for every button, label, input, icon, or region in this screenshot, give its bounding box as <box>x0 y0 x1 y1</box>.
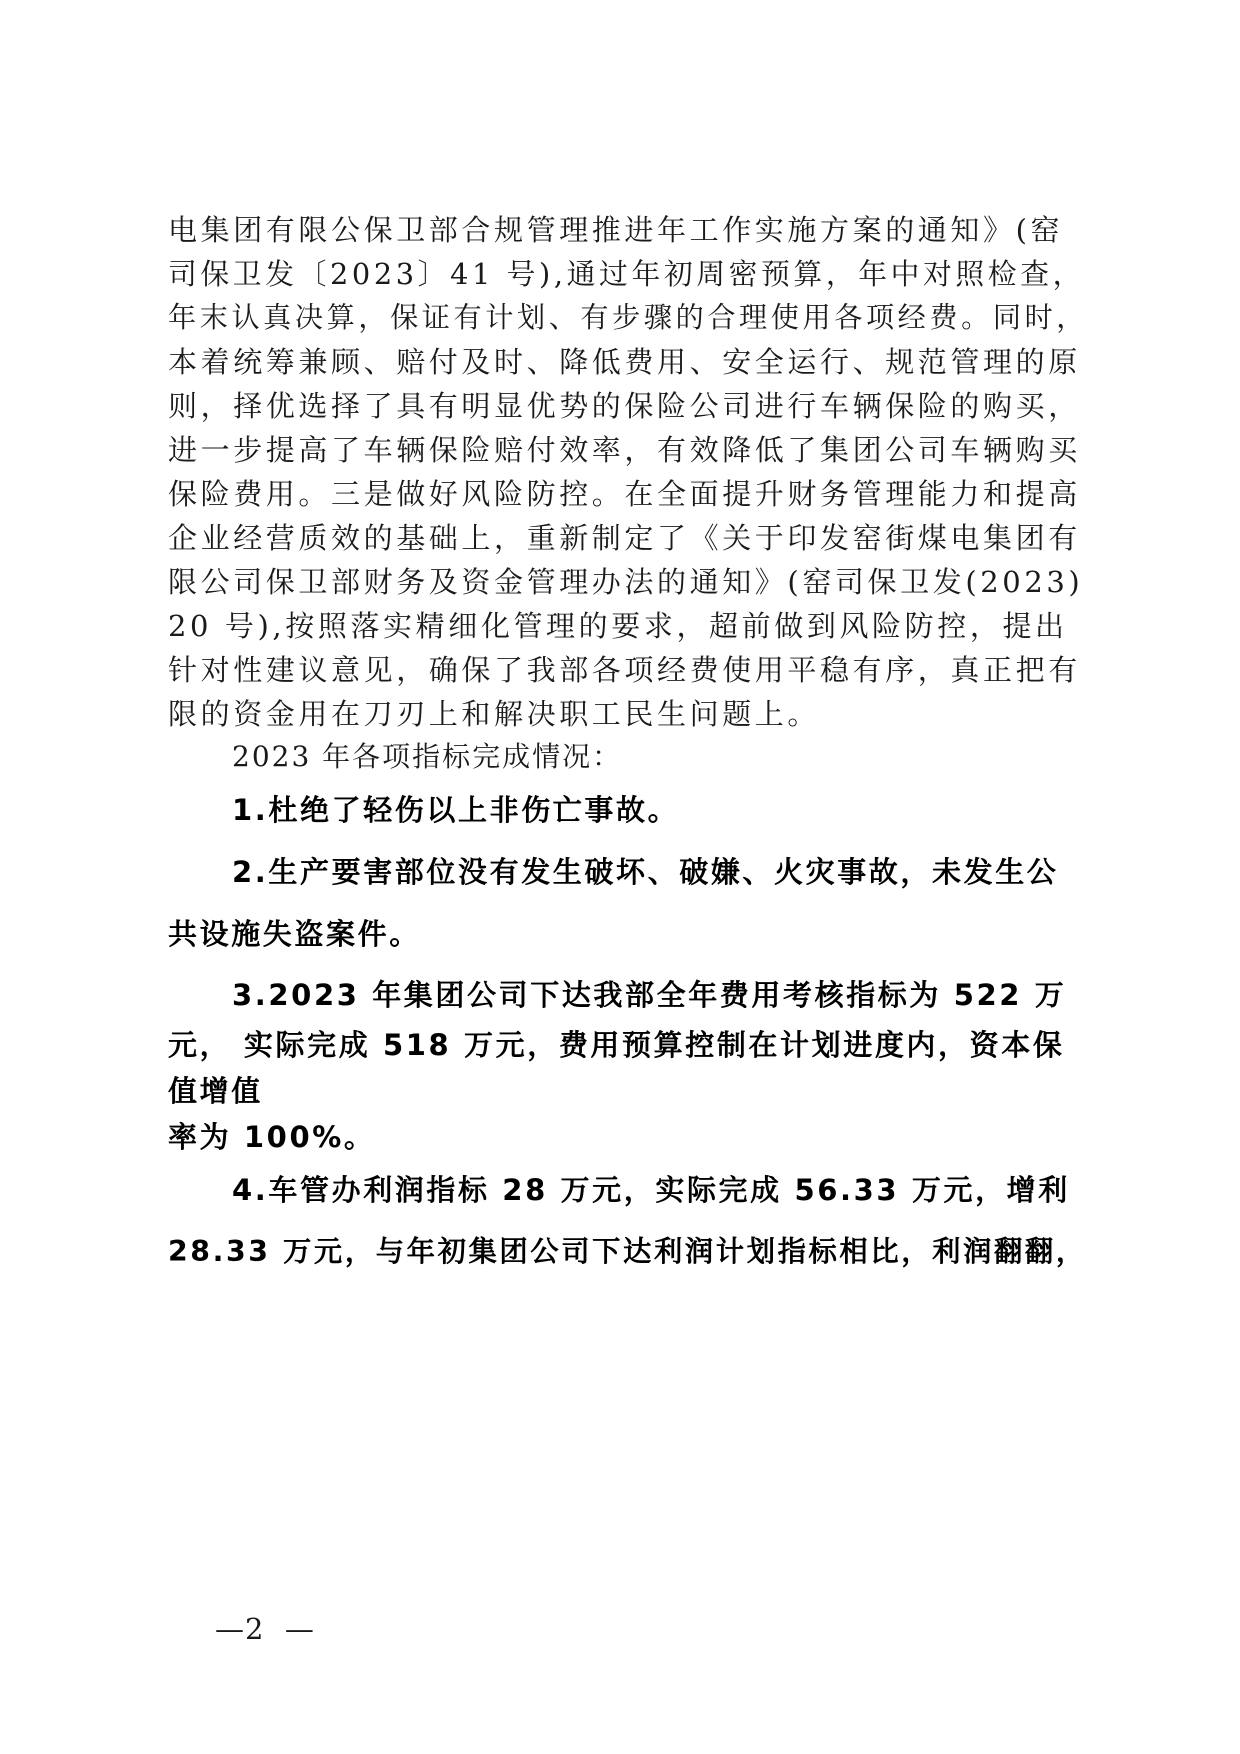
body-text-line: 针对性建议意见，确保了我部各项经费使用平稳有序，真正把有 <box>168 653 1081 687</box>
body-text-line: 则，择优选择了具有明显优势的保险公司进行车辆保险的购买， <box>168 389 1081 423</box>
body-text-line: 限的资金用在刀刃上和解决职工民生问题上。 <box>168 697 821 731</box>
indicator-item-2-continued: 共设施失盗案件。 <box>168 917 421 951</box>
section-heading: 2023 年各项指标完成情况： <box>232 740 623 773</box>
indicator-item-4: 4.车管办利润指标 28 万元，实际完成 56.33 万元，增利 <box>232 1173 1070 1207</box>
indicator-item-4-continued: 28.33 万元，与年初集团公司下达利润计划指标相比，利润翻翻， <box>168 1235 1087 1268</box>
indicator-item-2: 2.生产要害部位没有发生破坏、破嫌、火灾事故，未发生公 <box>232 855 1059 889</box>
indicator-item-3-continued: 元， 实际完成 518 万元，费用预算控制在计划进度内，资本保 <box>168 1028 1065 1062</box>
page-number: —2 — <box>215 1612 315 1646</box>
body-text-line: 司保卫发〔2023〕41 号),通过年初周密预算，年中对照检查， <box>168 257 1085 291</box>
body-text-line: 企业经营质效的基础上，重新制定了《关于印发窑街煤电集团有 <box>168 521 1081 555</box>
body-text-line: 年末认真决算，保证有计划、有步骤的合理使用各项经费。同时， <box>168 301 1089 334</box>
indicator-item-3-continued: 值增值 <box>168 1074 263 1108</box>
body-text-line: 20 号),按照落实精细化管理的要求，超前做到风险防控，提出 <box>168 609 1068 643</box>
indicator-item-1: 1.杜绝了轻伤以上非伤亡事故。 <box>232 793 680 827</box>
body-text-line: 限公司保卫部财务及资金管理办法的通知》(窑司保卫发(2023) <box>168 565 1084 599</box>
body-text-line: 电集团有限公保卫部合规管理推进年工作实施方案的通知》(窑 <box>168 213 1064 247</box>
body-text-line: 进一步提高了车辆保险赔付效率，有效降低了集团公司车辆购买 <box>168 433 1081 467</box>
indicator-item-3: 3.2023 年集团公司下达我部全年费用考核指标为 522 万 <box>232 978 1067 1012</box>
indicator-item-3-continued: 率为 100%。 <box>168 1120 376 1154</box>
body-text-line: 本着统筹兼顾、赔付及时、降低费用、安全运行、规范管理的原 <box>168 345 1081 379</box>
body-text-line: 保险费用。三是做好风险防控。在全面提升财务管理能力和提高 <box>168 477 1081 511</box>
